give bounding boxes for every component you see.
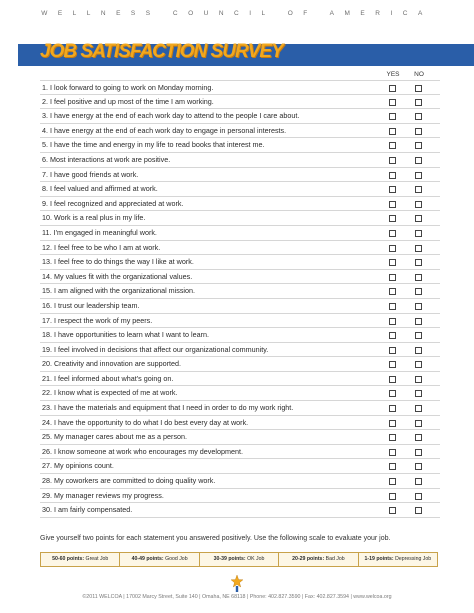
yes-checkbox[interactable]: [389, 405, 396, 412]
question-text: 16. I trust our leadership team.: [42, 300, 140, 310]
yes-checkbox[interactable]: [389, 113, 396, 120]
scoring-scale: [40, 552, 438, 567]
no-checkbox[interactable]: [415, 376, 422, 383]
survey-question-row: [40, 503, 440, 518]
scale-cell: [279, 553, 358, 566]
survey-question-row: [40, 255, 440, 270]
yes-checkbox[interactable]: [389, 274, 396, 281]
survey-question-row: [40, 430, 440, 445]
yes-checkbox[interactable]: [389, 99, 396, 106]
yes-column-header: YES: [386, 71, 400, 78]
yes-checkbox[interactable]: [389, 390, 396, 397]
scale-label: Depressing Job: [395, 556, 432, 562]
survey-question-row: [40, 314, 440, 329]
yes-checkbox[interactable]: [389, 332, 396, 339]
no-checkbox[interactable]: [415, 434, 422, 441]
no-checkbox[interactable]: [415, 274, 422, 281]
question-text: 21. I feel informed about what’s going on.: [42, 373, 174, 383]
yes-checkbox[interactable]: [389, 128, 396, 135]
yes-checkbox[interactable]: [389, 347, 396, 354]
no-checkbox[interactable]: [415, 463, 422, 470]
question-text: 7. I have good friends at work.: [42, 169, 139, 179]
yes-checkbox[interactable]: [389, 201, 396, 208]
no-checkbox[interactable]: [415, 245, 422, 252]
yes-checkbox[interactable]: [389, 361, 396, 368]
survey-question-row: [40, 386, 440, 401]
scale-label: Good Job: [165, 556, 188, 562]
survey-question-row: [40, 226, 440, 241]
scale-cell: [200, 553, 279, 566]
question-text: 4. I have energy at the end of each work day to engage in personal interests.: [42, 125, 287, 135]
footer: ©2011 WELCOA | 17002 Marcy Street, Suite 140 | Omaha, NE 68118 | Phone: 402.827.3590 | Fax: 402.827.3594 | www.welcoa.org: [82, 594, 392, 600]
no-checkbox[interactable]: [415, 142, 422, 149]
question-text: 23. I have the materials and equipment that I need in order to do my work right.: [42, 403, 294, 413]
survey-question-row: [40, 299, 440, 314]
question-text: 13. I feel free to do things the way I like at work.: [42, 257, 194, 267]
survey-question-row: [40, 109, 440, 124]
survey-question-row: [40, 401, 440, 416]
question-text: 1. I look forward to going to work on Monday morning.: [42, 83, 214, 92]
question-text: 22. I know what is expected of me at work.: [42, 388, 178, 398]
survey-question-row: [40, 284, 440, 299]
scale-points: 1-19 points:: [364, 556, 394, 562]
question-text: 9. I feel recognized and appreciated at work.: [42, 198, 184, 208]
question-text: 18. I have opportunities to learn what I want to learn.: [42, 330, 210, 340]
org-header: WELLNESS COUNCIL OF AMERICA: [41, 10, 433, 17]
yes-checkbox[interactable]: [389, 288, 396, 295]
no-checkbox[interactable]: [415, 303, 422, 310]
scale-label: Bad Job: [325, 556, 345, 562]
question-text: 12. I feel free to be who I am at work.: [42, 242, 161, 252]
yes-checkbox[interactable]: [389, 142, 396, 149]
survey-question-row: [40, 138, 440, 153]
yes-checkbox[interactable]: [389, 303, 396, 310]
page-title: JOB SATISFACTION SURVEY: [40, 41, 283, 62]
question-text: 11. I’m engaged in meaningful work.: [42, 227, 157, 237]
no-checkbox[interactable]: [415, 361, 422, 368]
survey-question-row: [40, 211, 440, 226]
scale-label: Great Job: [85, 556, 109, 562]
yes-checkbox[interactable]: [389, 157, 396, 164]
no-checkbox[interactable]: [415, 288, 422, 295]
question-text: 14. My values fit with the organizational values.: [42, 271, 193, 281]
no-checkbox[interactable]: [415, 332, 422, 339]
no-checkbox[interactable]: [415, 259, 422, 266]
question-text: 29. My manager reviews my progress.: [42, 490, 164, 500]
yes-checkbox[interactable]: [389, 434, 396, 441]
yes-checkbox[interactable]: [389, 186, 396, 193]
yes-checkbox[interactable]: [389, 420, 396, 427]
survey-question-row: [40, 80, 440, 95]
survey-question-row: [40, 182, 440, 197]
scale-cell: [120, 553, 199, 566]
question-text: 6. Most interactions at work are positive.: [42, 154, 171, 164]
no-checkbox[interactable]: [415, 493, 422, 500]
scale-points: 30-39 points:: [213, 556, 246, 562]
no-checkbox[interactable]: [415, 405, 422, 412]
survey-question-row: [40, 124, 440, 139]
question-text: 2. I feel positive and up most of the time I am working.: [42, 96, 214, 106]
scale-cell: [359, 553, 437, 566]
question-text: 20. Creativity and innovation are supported.: [42, 359, 182, 369]
scale-cell: [41, 553, 120, 566]
no-checkbox[interactable]: [415, 172, 422, 179]
yes-checkbox[interactable]: [389, 259, 396, 266]
no-checkbox[interactable]: [415, 390, 422, 397]
survey-question-row: [40, 474, 440, 489]
survey-question-row: [40, 328, 440, 343]
scale-points: 50-60 points:: [52, 556, 85, 562]
survey-question-row: [40, 372, 440, 387]
no-checkbox[interactable]: [415, 230, 422, 237]
yes-checkbox[interactable]: [389, 318, 396, 325]
yes-checkbox[interactable]: [389, 215, 396, 222]
no-column-header: NO: [414, 71, 424, 78]
no-checkbox[interactable]: [415, 99, 422, 106]
survey-question-row: [40, 270, 440, 285]
question-text: 27. My opinions count.: [42, 461, 114, 471]
yes-checkbox[interactable]: [389, 478, 396, 485]
no-checkbox[interactable]: [415, 318, 422, 325]
survey-question-row: [40, 153, 440, 168]
no-checkbox[interactable]: [415, 215, 422, 222]
question-text: 25. My manager cares about me as a person.: [42, 432, 188, 442]
question-text: 8. I feel valued and affirmed at work.: [42, 184, 158, 194]
question-text: 10. Work is a real plus in my life.: [42, 213, 146, 223]
question-text: 30. I am fairly compensated.: [42, 505, 133, 515]
no-checkbox[interactable]: [415, 85, 422, 92]
question-text: 5. I have the time and energy in my life to read books that interest me.: [42, 140, 265, 150]
question-text: 24. I have the opportunity to do what I do best every day at work.: [42, 417, 249, 427]
yes-checkbox[interactable]: [389, 449, 396, 456]
no-checkbox[interactable]: [415, 420, 422, 427]
survey-question-row: [40, 95, 440, 110]
yes-checkbox[interactable]: [389, 376, 396, 383]
yes-checkbox[interactable]: [389, 85, 396, 92]
question-text: 26. I know someone at work who encourages my development.: [42, 446, 243, 456]
survey-list: [40, 80, 440, 518]
survey-question-row: [40, 168, 440, 183]
yes-checkbox[interactable]: [389, 230, 396, 237]
question-text: 19. I feel involved in decisions that affect our organizational community.: [42, 344, 269, 354]
no-checkbox[interactable]: [415, 128, 422, 135]
yes-checkbox[interactable]: [389, 463, 396, 470]
no-checkbox[interactable]: [415, 186, 422, 193]
survey-question-row: [40, 241, 440, 256]
no-checkbox[interactable]: [415, 507, 422, 514]
no-checkbox[interactable]: [415, 478, 422, 485]
survey-question-row: [40, 343, 440, 358]
no-checkbox[interactable]: [415, 449, 422, 456]
survey-question-row: [40, 357, 440, 372]
scale-points: 20-29 points:: [292, 556, 325, 562]
survey-question-row: [40, 489, 440, 504]
question-text: 15. I am aligned with the organizational mission.: [42, 286, 196, 296]
scoring-instructions: Give yourself two points for each statement you answered positively. Use the following scale to evaluate your job.: [40, 535, 391, 542]
survey-question-row: [40, 416, 440, 431]
yes-checkbox[interactable]: [389, 507, 396, 514]
no-checkbox[interactable]: [415, 347, 422, 354]
survey-question-row: [40, 459, 440, 474]
question-text: 17. I respect the work of my peers.: [42, 315, 153, 325]
welcoa-star-icon: [231, 575, 243, 593]
scale-label: OK Job: [247, 556, 265, 562]
scale-points: 40-49 points:: [131, 556, 164, 562]
yes-checkbox[interactable]: [389, 172, 396, 179]
no-checkbox[interactable]: [415, 201, 422, 208]
no-checkbox[interactable]: [415, 157, 422, 164]
survey-question-row: [40, 197, 440, 212]
yes-checkbox[interactable]: [389, 493, 396, 500]
question-text: 28. My coworkers are committed to doing quality work.: [42, 476, 216, 486]
question-text: 3. I have energy at the end of each work day to attend to the people I care about.: [42, 111, 300, 121]
no-checkbox[interactable]: [415, 113, 422, 120]
survey-question-row: [40, 445, 440, 460]
yes-checkbox[interactable]: [389, 245, 396, 252]
